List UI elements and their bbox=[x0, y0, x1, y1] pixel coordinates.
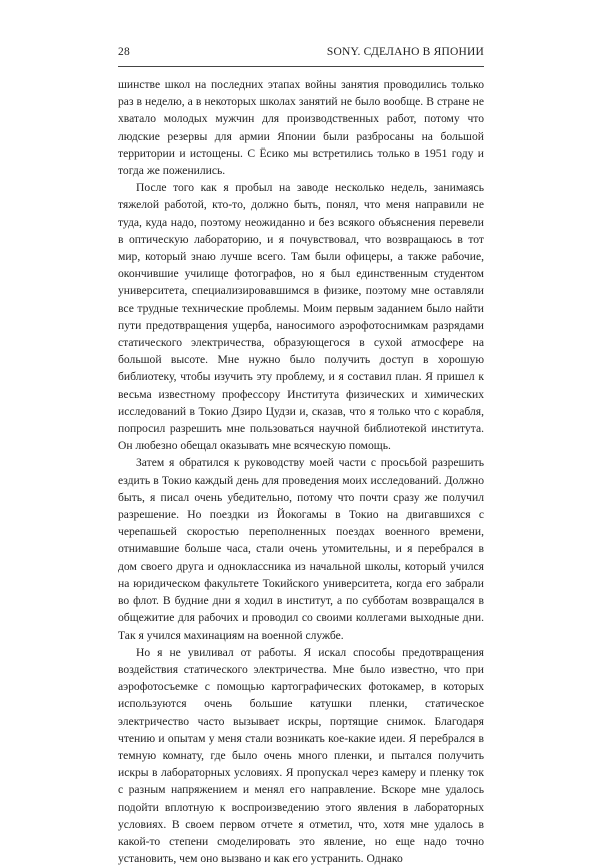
paragraph-2: После того как я пробыл на заводе несколько недель, занимаясь тяжелой работой, кто-то, должно быть, понял, что меня направили не туда, куда надо, поэтому неожиданно и без всякого объяснения перевели в оптическую лабораторию, и я почувствовал, что возвращаюсь в тот мир, который знаю лучше всего. Там были офицеры, а также рабочие, окончившие училище фотографов, но я был единственным студентом университета, специализировавшимся в физике, поэтому мне оставляли все трудные технические проблемы. Моим первым заданием было найти пути предотвращения ущерба, наносимого аэрофотоснимкам разрядами статического электричества, образующегося в сухой атмосфере на большой высоте. Мне нужно было получить доступ в хорошую библиотеку, чтобы изучить эту проблему, и я составил план. Я пришел к весьма известному профессору Института физических и химических исследований в Токио Дзиро Цудзи и, сказав, что я только что с корабля, попросил разрешить мне пользоваться научной библиотекой института. Он любезно обещал оказывать мне всяческую помощь. bbox=[118, 181, 484, 453]
running-title: SONY. СДЕЛАНО В ЯПОНИИ bbox=[326, 46, 484, 58]
paragraph-1: шинстве школ на последних этапах войны занятия проводились только раз в неделю, а в некоторых школах занятий не было вообще. В стране не хватало молодых мужчин для производственных работ, потому что людские резервы для армии Японии были разбросаны на большой территории и истощены. С Ёсико мы встретились только в 1951 году и тогда же поженились. bbox=[118, 78, 484, 178]
paragraph-3: Затем я обратился к руководству моей части с просьбой разрешить ездить в Токио каждый день для проведения моих исследований. Должно быть, я писал очень убедительно, потому что почти сразу же получил разрешение. Но поездки из Йокогамы в Токио на двигавшихся с черепашьей скоростью переполненных поездах военного времени, отнимавшие больше часа, стали очень утомительны, и я перебрался в дом своего друга и одноклассника из начальной школы, который учился на юридическом факультете Токийского университета, когда его забрали во флот. В будние дни я ходил в институт, а по субботам возвращался в общежитие для рабочих и проводил со своими коллегами выходные дни. Так я учился махинациям на военной службе. bbox=[118, 456, 484, 642]
paragraph-4: Но я не увиливал от работы. Я искал способы предотвращения воздействия статического электричества. Мне было известно, что при аэрофотосъемке с помощью картографических фотокамер, в которых используются очень большие катушки пленки, статическое электричество часто вызывает искры, портящие снимок. Благодаря чтению и опытам у меня стали возникать кое-какие идеи. Я перебрался в темную комнату, где было очень много пленки, и пытался получить искры в лабораторных условиях. Я пропускал через камеру и пленку ток с разным напряжением и менял его направление. Вскоре мне удалось подойти вплотную к воспроизведению этого явления в лабораторных условиях. В своем первом отчете я отметил, что, хотя мне удалось в какой-то степени смоделировать это явление, но еще надо точно установить, чем оно вызвано и как его устранить. Однако bbox=[118, 645, 484, 866]
page-header bbox=[118, 42, 484, 62]
page-number: 28 bbox=[118, 46, 130, 58]
header-rule bbox=[118, 66, 484, 67]
body-text bbox=[118, 76, 484, 867]
